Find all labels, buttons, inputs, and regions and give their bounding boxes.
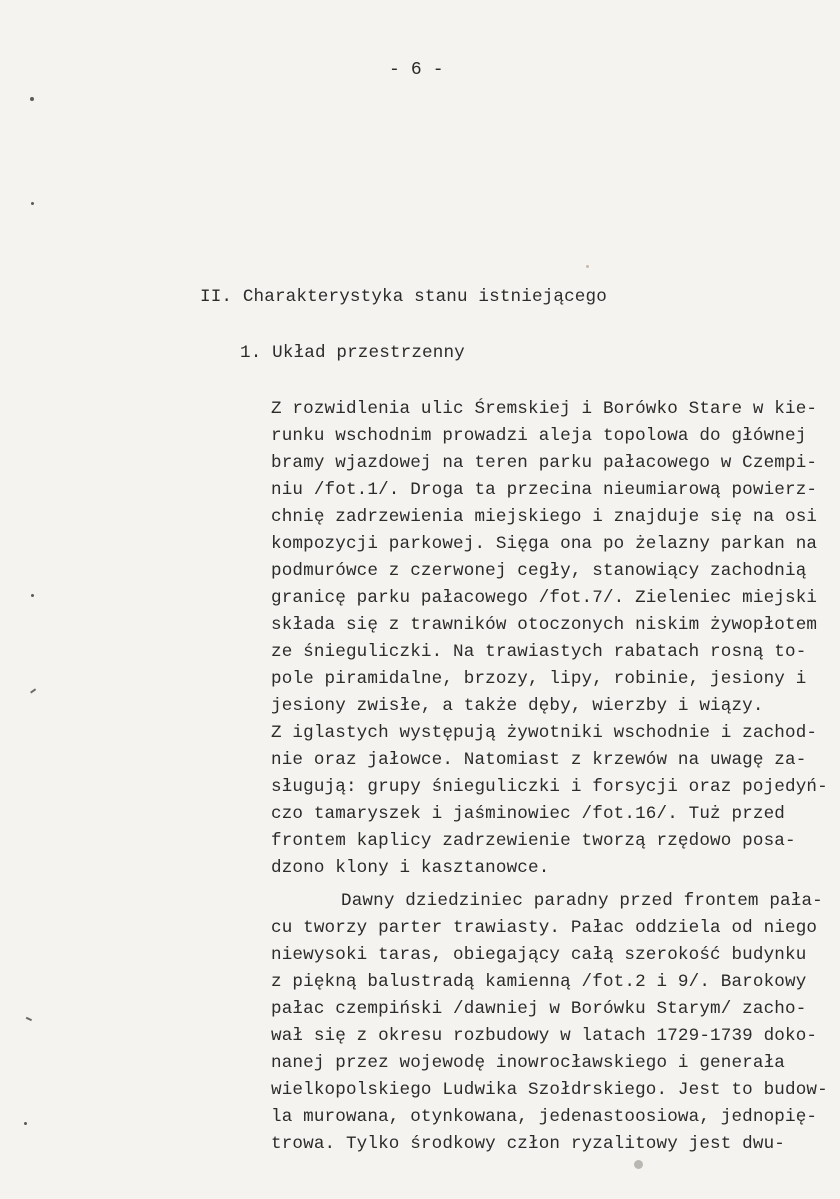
text-line: jesiony zwisłe, a także dęby, wierzby i wiązy. xyxy=(271,696,764,716)
paper-speck xyxy=(586,265,589,268)
text-line: Dawny dziedziniec paradny przed frontem pała- xyxy=(341,891,823,911)
text-line: frontem kaplicy zadrzewienie tworzą rzędowo posa- xyxy=(271,831,796,851)
text-line: Z iglastych występują żywotniki wschodnie i zachod- xyxy=(271,723,818,743)
text-line: nie oraz jałowce. Natomiast z krzewów na uwagę za- xyxy=(271,750,807,770)
text-line: niewysoki taras, obiegający całą szerokość budynku xyxy=(271,945,807,965)
text-line: granicę parku pałacowego /fot.7/. Zieleniec miejski xyxy=(271,588,818,608)
text-line: czo tamaryszek i jaśminowiec /fot.16/. Tuż przed xyxy=(271,804,785,824)
margin-dash xyxy=(30,688,36,693)
text-line: kompozycji parkowej. Sięga ona po żelazny parkan na xyxy=(271,534,818,554)
subsection-heading: 1. Układ przestrzenny xyxy=(240,343,465,363)
text-line: bramy wjazdowej na teren parku pałacowego w Czempi- xyxy=(271,453,818,473)
text-line: runku wschodnim prowadzi aleja topolowa do głównej xyxy=(271,426,807,446)
text-line: nanej przez wojewodę inowrocławskiego i generała xyxy=(271,1053,785,1073)
text-line: sługują: grupy śnieguliczki i forsycji oraz pojedyń- xyxy=(271,777,828,797)
text-line: wał się z okresu rozbudowy w latach 1729-1739 doko- xyxy=(271,1026,818,1046)
text-line: wielkopolskiego Ludwika Szołdrskiego. Jest to budow- xyxy=(271,1080,828,1100)
margin-speck xyxy=(30,97,34,101)
margin-speck xyxy=(31,594,34,597)
text-line: Z rozwidlenia ulic Śremskiej i Borówko Stare w kie- xyxy=(271,399,818,419)
text-line: trowa. Tylko środkowy człon ryzalitowy jest dwu- xyxy=(271,1134,785,1154)
text-line: niu /fot.1/. Droga ta przecina nieumiarową powierz- xyxy=(271,480,818,500)
text-line: cu tworzy parter trawiasty. Pałac oddziela od niego xyxy=(271,918,818,938)
text-line: pałac czempiński /dawniej w Borówku Starym/ zacho- xyxy=(271,999,807,1019)
text-line: dzono klony i kasztanowce. xyxy=(271,858,550,878)
margin-dash xyxy=(26,1017,32,1021)
text-line: la murowana, otynkowana, jedenastoosiowa, jednopię- xyxy=(271,1107,818,1127)
page-number: - 6 - xyxy=(389,60,444,80)
text-line: podmurówce z czerwonej cegły, stanowiący zachodnią xyxy=(271,561,807,581)
text-line: z piękną balustradą kamienną /fot.2 i 9/. Barokowy xyxy=(271,972,807,992)
margin-speck xyxy=(31,202,34,205)
text-line: ze śnieguliczki. Na trawiastych rabatach rosną to- xyxy=(271,642,807,662)
text-line: składa się z trawników otoczonych niskim żywopłotem xyxy=(271,615,818,635)
section-heading: II. Charakterystyka stanu istniejącego xyxy=(200,287,607,307)
paper-speck xyxy=(634,1160,643,1169)
margin-speck xyxy=(24,1122,27,1125)
text-line: pole piramidalne, brzozy, lipy, robinie, jesiony i xyxy=(271,669,807,689)
text-line: chnię zadrzewienia miejskiego i znajduje się na osi xyxy=(271,507,818,527)
